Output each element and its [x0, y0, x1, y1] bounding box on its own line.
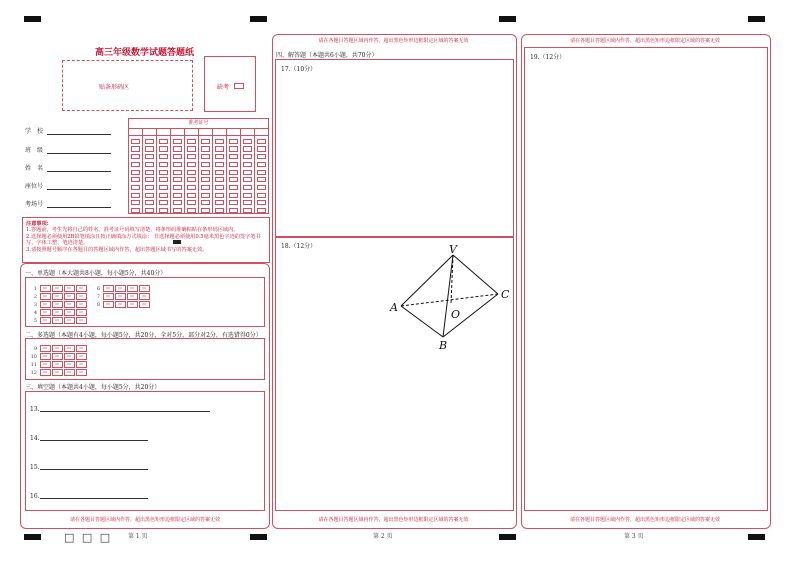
- exam-number-digit-box[interactable]: [143, 129, 156, 136]
- exam-number-bubble[interactable]: [201, 154, 210, 159]
- exam-number-bubble[interactable]: [215, 146, 224, 151]
- answer-bubble[interactable]: [40, 353, 51, 360]
- answer-bubble[interactable]: [127, 285, 138, 292]
- exam-number-bubble[interactable]: [145, 193, 154, 198]
- exam-number-bubble[interactable]: [229, 139, 238, 144]
- exam-number-bubble[interactable]: [243, 154, 252, 159]
- exam-number-bubble[interactable]: [201, 177, 210, 182]
- page1-footer-warning: 请在各题目答题区域内作答，超出黑色矩形边框限定区域的答案无效: [69, 517, 220, 523]
- exam-number-bubble[interactable]: [215, 200, 224, 205]
- exam-number-bubble[interactable]: [173, 139, 182, 144]
- choice-row: [30, 301, 88, 308]
- answer-bubble[interactable]: [103, 285, 114, 292]
- exam-number-label: 准考证号: [129, 119, 268, 129]
- pyramid-figure: [385, 243, 520, 353]
- answer-bubble[interactable]: [103, 301, 114, 308]
- exam-number-bubble[interactable]: [173, 146, 182, 151]
- exam-number-digit-box[interactable]: [241, 129, 254, 136]
- exam-number-bubble[interactable]: [173, 162, 182, 167]
- exam-number-bubble[interactable]: [201, 193, 210, 198]
- exam-number-bubble[interactable]: [257, 139, 266, 144]
- exam-number-bubble[interactable]: [215, 170, 224, 175]
- registration-mark: [499, 16, 516, 22]
- q17-answer-box[interactable]: [275, 59, 514, 238]
- exam-number-digit-box[interactable]: [213, 129, 226, 136]
- answer-bubble[interactable]: [139, 293, 150, 300]
- answer-bubble[interactable]: [115, 301, 126, 308]
- answer-bubble[interactable]: [115, 293, 126, 300]
- exam-number-bubble[interactable]: [159, 146, 168, 151]
- absent-checkbox[interactable]: [234, 83, 244, 89]
- choice-row: [30, 317, 88, 324]
- answer-bubble[interactable]: [52, 293, 63, 300]
- answer-bubble[interactable]: [64, 301, 75, 308]
- exam-number-bubble[interactable]: [145, 208, 154, 213]
- answer-bubble[interactable]: [76, 353, 87, 360]
- exam-number-bubble[interactable]: [187, 208, 196, 213]
- answer-bubble[interactable]: [139, 285, 150, 292]
- answer-bubble[interactable]: [52, 369, 63, 376]
- answer-bubble[interactable]: [127, 301, 138, 308]
- answer-bubble[interactable]: [40, 345, 51, 352]
- registration-mark: [250, 16, 267, 22]
- exam-number-bubble[interactable]: [257, 170, 266, 175]
- exam-number-bubble[interactable]: [145, 177, 154, 182]
- exam-number-digit-box[interactable]: [199, 129, 212, 136]
- page-title: 高三年级数学试题答题纸: [95, 48, 195, 58]
- exam-number-bubble[interactable]: [257, 162, 266, 167]
- exam-number-bubble[interactable]: [145, 162, 154, 167]
- note-item: 3.请按照题号顺序在各题目的答题区域内作答，超出答题区域书写的答案无效。: [26, 246, 208, 253]
- exam-number-column: [241, 129, 255, 213]
- answer-bubble[interactable]: [52, 353, 63, 360]
- page-number-1: 第 1 页: [128, 533, 148, 540]
- question-number: 2: [33, 293, 37, 300]
- exam-number-bubble[interactable]: [229, 177, 238, 182]
- exam-number-bubble[interactable]: [159, 170, 168, 175]
- exam-number-bubble[interactable]: [159, 208, 168, 213]
- field-label: 姓 名: [25, 165, 44, 172]
- answer-bubble[interactable]: [76, 301, 87, 308]
- page-number-2: 第 2 页: [373, 533, 393, 540]
- answer-bubble[interactable]: [76, 369, 87, 376]
- fill-blank-box: [25, 391, 265, 511]
- exam-number-bubble[interactable]: [145, 154, 154, 159]
- exam-number-columns: [129, 129, 268, 213]
- exam-number-bubble[interactable]: [159, 177, 168, 182]
- exam-number-bubble[interactable]: [145, 139, 154, 144]
- notes-text: [26, 221, 264, 253]
- answer-bubble[interactable]: [40, 317, 51, 324]
- exam-number-bubble[interactable]: [201, 200, 210, 205]
- name-input-line[interactable]: [47, 165, 111, 172]
- exam-number-bubble[interactable]: [243, 162, 252, 167]
- label-o: O: [451, 308, 461, 321]
- choice-row: [93, 301, 151, 308]
- answer-bubble[interactable]: [64, 317, 75, 324]
- answer-bubble[interactable]: [76, 293, 87, 300]
- exam-number-bubble[interactable]: [145, 146, 154, 151]
- answer-bubble[interactable]: [40, 369, 51, 376]
- answer-bubble[interactable]: [76, 317, 87, 324]
- field-label: 考场号: [25, 201, 44, 208]
- question-number: 12: [30, 369, 37, 376]
- label-b: B: [439, 339, 448, 352]
- exam-number-bubble[interactable]: [257, 200, 266, 205]
- exam-number-bubble[interactable]: [131, 193, 140, 198]
- question-number: 7: [96, 293, 100, 300]
- exam-number-bubble[interactable]: [243, 208, 252, 213]
- question-number: 9: [33, 345, 37, 352]
- exam-number-bubble[interactable]: [131, 200, 140, 205]
- exam-number-bubble[interactable]: [159, 154, 168, 159]
- exam-number-column: [255, 129, 268, 213]
- fill-number: 13.: [30, 406, 40, 413]
- bottom-boxes: □ □ □: [64, 531, 113, 544]
- exam-number-bubble[interactable]: [257, 208, 266, 213]
- field-seat: [25, 181, 111, 190]
- answer-bubble[interactable]: [76, 309, 87, 316]
- exam-number-bubble[interactable]: [201, 146, 210, 151]
- exam-number-bubble[interactable]: [201, 208, 210, 213]
- answer-bubble[interactable]: [52, 301, 63, 308]
- page3-footer-warning: 请在各题目答题区域内作答，超出黑色矩形边框限定区域的答案无效: [569, 517, 720, 523]
- question-number: 6: [96, 285, 100, 292]
- q18-label: 18.（12分）: [281, 243, 317, 250]
- answer-bubble[interactable]: [52, 285, 63, 292]
- answer-bubble[interactable]: [52, 345, 63, 352]
- exam-number-bubble[interactable]: [201, 185, 210, 190]
- exam-number-bubble[interactable]: [159, 193, 168, 198]
- exam-number-bubble[interactable]: [173, 208, 182, 213]
- question-number: 1: [33, 285, 37, 292]
- answer-bubble[interactable]: [64, 293, 75, 300]
- q17-label: 17.（10分）: [281, 66, 317, 73]
- answer-bubble[interactable]: [40, 293, 51, 300]
- answer-bubble[interactable]: [40, 309, 51, 316]
- exam-number-bubble[interactable]: [173, 200, 182, 205]
- exam-number-bubble[interactable]: [215, 193, 224, 198]
- fill-answer-line-14[interactable]: [40, 440, 148, 441]
- exam-number-bubble[interactable]: [243, 139, 252, 144]
- exam-number-bubble[interactable]: [173, 154, 182, 159]
- exam-number-bubble[interactable]: [229, 200, 238, 205]
- exam-number-bubble[interactable]: [159, 139, 168, 144]
- exam-number-bubble[interactable]: [243, 193, 252, 198]
- exam-number-bubble[interactable]: [229, 154, 238, 159]
- room-input-line[interactable]: [47, 201, 111, 208]
- exam-number-bubble[interactable]: [159, 162, 168, 167]
- exam-number-bubble[interactable]: [187, 154, 196, 159]
- fill-number: 14.: [30, 435, 40, 442]
- answer-bubble[interactable]: [64, 353, 75, 360]
- filled-bubble-sample: [173, 240, 181, 244]
- exam-number-digit-box[interactable]: [171, 129, 184, 136]
- choice-row: [30, 285, 88, 292]
- answer-bubble[interactable]: [103, 293, 114, 300]
- exam-number-bubble[interactable]: [159, 185, 168, 190]
- exam-number-bubble[interactable]: [187, 200, 196, 205]
- exam-number-bubble[interactable]: [201, 162, 210, 167]
- answer-bubble[interactable]: [64, 285, 75, 292]
- exam-number-bubble[interactable]: [145, 185, 154, 190]
- exam-number-bubble[interactable]: [257, 154, 266, 159]
- exam-number-column: [185, 129, 199, 213]
- registration-mark: [499, 534, 516, 540]
- exam-number-digit-box[interactable]: [157, 129, 170, 136]
- exam-number-column: [143, 129, 157, 213]
- choice-row: [93, 293, 151, 300]
- exam-number-bubble[interactable]: [131, 177, 140, 182]
- field-name: [25, 163, 111, 172]
- exam-number-bubble[interactable]: [187, 177, 196, 182]
- fill-number: 16.: [30, 493, 40, 500]
- choice-row: [93, 285, 151, 292]
- exam-number-bubble[interactable]: [243, 146, 252, 151]
- exam-number-bubble[interactable]: [173, 170, 182, 175]
- exam-number-bubble[interactable]: [131, 146, 140, 151]
- label-v: V: [449, 243, 457, 256]
- exam-number-column: [129, 129, 143, 213]
- answer-bubble[interactable]: [40, 301, 51, 308]
- answer-bubble[interactable]: [76, 345, 87, 352]
- exam-number-grid: [128, 118, 269, 214]
- answer-bubble[interactable]: [40, 361, 51, 368]
- registration-mark: [24, 16, 41, 22]
- answer-bubble[interactable]: [64, 345, 75, 352]
- exam-number-bubble[interactable]: [257, 193, 266, 198]
- answer-bubble[interactable]: [76, 361, 87, 368]
- choice-row: [30, 345, 88, 352]
- registration-mark: [24, 534, 41, 540]
- note-item: 1.答题前，考生先将自己的姓名、准考证号码填写清楚，将条形码准确粘贴在条形码区域内。: [26, 227, 239, 234]
- fill-blank-heading: 三、填空题（本题共4小题，每小题5分，共20分）: [25, 384, 161, 391]
- choice-row: [30, 293, 88, 300]
- multi-choice-heading: 二、多选题（本题有4小题，每小题5分，共20分，全对5分，部分对2分，有选错得0分）: [25, 332, 262, 339]
- solve-heading: 四、解答题（本题共6小题，共70分）: [276, 52, 378, 59]
- exam-number-bubble[interactable]: [243, 177, 252, 182]
- q19-answer-box[interactable]: [524, 47, 768, 511]
- question-number: 4: [33, 309, 37, 316]
- choice-row: [30, 361, 88, 368]
- exam-number-bubble[interactable]: [131, 139, 140, 144]
- exam-number-bubble[interactable]: [173, 193, 182, 198]
- question-number: 3: [33, 301, 37, 308]
- answer-bubble[interactable]: [64, 361, 75, 368]
- choice-row: [30, 353, 88, 360]
- answer-bubble[interactable]: [40, 285, 51, 292]
- exam-number-bubble[interactable]: [215, 139, 224, 144]
- exam-number-column: [213, 129, 227, 213]
- exam-number-digit-box[interactable]: [227, 129, 240, 136]
- exam-number-bubble[interactable]: [229, 193, 238, 198]
- label-a: A: [390, 301, 398, 314]
- answer-bubble[interactable]: [64, 369, 75, 376]
- exam-number-digit-box[interactable]: [255, 129, 268, 136]
- single-choice-heading: 一、单选题（本大题共8小题，每小题5分，共40分）: [25, 270, 167, 277]
- exam-number-column: [199, 129, 213, 213]
- answer-bubble[interactable]: [52, 309, 63, 316]
- exam-number-bubble[interactable]: [173, 185, 182, 190]
- label-c: C: [501, 288, 510, 301]
- exam-number-bubble[interactable]: [215, 162, 224, 167]
- exam-number-bubble[interactable]: [243, 200, 252, 205]
- page3-header-warning: 请在各题目答题区域内作答，超出黑色矩形边框限定区域的答案无效: [569, 38, 720, 44]
- school-input-line[interactable]: [47, 128, 111, 135]
- exam-number-bubble[interactable]: [201, 170, 210, 175]
- fill-answer-line-13[interactable]: [40, 411, 210, 412]
- absent-label: 缺考: [217, 84, 230, 91]
- seat-input-line[interactable]: [47, 183, 111, 190]
- field-room: [25, 199, 111, 208]
- question-number: 10: [30, 353, 37, 360]
- answer-bubble[interactable]: [64, 309, 75, 316]
- exam-number-bubble[interactable]: [173, 177, 182, 182]
- answer-bubble[interactable]: [139, 301, 150, 308]
- exam-number-bubble[interactable]: [131, 208, 140, 213]
- exam-number-column: [227, 129, 241, 213]
- edge-ab: [401, 306, 443, 337]
- exam-number-bubble[interactable]: [257, 146, 266, 151]
- exam-number-bubble[interactable]: [187, 162, 196, 167]
- q19-label: 19.（12分）: [530, 54, 566, 61]
- exam-number-bubble[interactable]: [215, 208, 224, 213]
- question-number: 11: [30, 361, 37, 368]
- choice-row: [30, 309, 88, 316]
- exam-number-bubble[interactable]: [187, 170, 196, 175]
- exam-number-bubble[interactable]: [229, 185, 238, 190]
- answer-bubble[interactable]: [76, 285, 87, 292]
- registration-mark: [748, 16, 765, 22]
- exam-number-bubble[interactable]: [131, 154, 140, 159]
- field-school: [25, 126, 111, 135]
- exam-number-bubble[interactable]: [187, 139, 196, 144]
- exam-number-bubble[interactable]: [215, 154, 224, 159]
- exam-number-bubble[interactable]: [215, 185, 224, 190]
- question-number: 5: [33, 317, 37, 324]
- exam-number-bubble[interactable]: [243, 185, 252, 190]
- answer-bubble[interactable]: [115, 285, 126, 292]
- registration-mark: [748, 534, 765, 540]
- exam-number-bubble[interactable]: [187, 193, 196, 198]
- class-input-line[interactable]: [47, 147, 111, 154]
- exam-number-bubble[interactable]: [131, 185, 140, 190]
- choice-row: [30, 369, 88, 376]
- exam-number-bubble[interactable]: [187, 185, 196, 190]
- exam-number-bubble[interactable]: [257, 177, 266, 182]
- answer-bubble[interactable]: [52, 361, 63, 368]
- field-label: 班 级: [25, 147, 44, 154]
- exam-number-bubble[interactable]: [243, 170, 252, 175]
- field-class: [25, 145, 111, 154]
- exam-number-column: [157, 129, 171, 213]
- field-label: 学 校: [25, 128, 44, 135]
- field-label: 座位号: [25, 183, 44, 190]
- exam-number-bubble[interactable]: [145, 170, 154, 175]
- note-item: 2.选择题必须使用2B铅笔填涂且按正确填涂方式填涂： 非选择题必须使用0.5毫米黑色字迹的签字笔书写，字体工整、笔迹清楚。: [26, 233, 261, 247]
- exam-number-bubble[interactable]: [257, 185, 266, 190]
- notes-box: [22, 217, 270, 263]
- fill-number: 15.: [30, 464, 40, 471]
- edge-ac-hidden: [401, 294, 498, 306]
- notes-heading: 注意事项:: [26, 221, 49, 227]
- fill-answer-line-15[interactable]: [40, 469, 148, 470]
- exam-number-bubble[interactable]: [131, 162, 140, 167]
- exam-number-digit-box[interactable]: [185, 129, 198, 136]
- exam-number-bubble[interactable]: [159, 200, 168, 205]
- exam-number-bubble[interactable]: [215, 177, 224, 182]
- exam-number-bubble[interactable]: [229, 208, 238, 213]
- exam-number-bubble[interactable]: [229, 146, 238, 151]
- answer-bubble[interactable]: [52, 317, 63, 324]
- exam-number-bubble[interactable]: [201, 139, 210, 144]
- absent-box: [204, 56, 256, 112]
- exam-number-bubble[interactable]: [145, 200, 154, 205]
- registration-mark: [250, 534, 267, 540]
- barcode-label: 贴条形码区: [99, 84, 130, 91]
- exam-number-bubble[interactable]: [229, 170, 238, 175]
- page2-footer-warning: 请在各题目答题区域内作答，超出黑色矩形边框限定区域的答案无效: [318, 517, 469, 523]
- exam-number-digit-box[interactable]: [129, 129, 142, 136]
- page-number-3: 第 3 页: [624, 533, 644, 540]
- exam-number-bubble[interactable]: [229, 162, 238, 167]
- edge-va: [401, 255, 453, 306]
- barcode-area: [62, 60, 193, 111]
- page2-header-warning: 请在各题目答题区域内作答，超出黑色矩形边框限定区域的答案无效: [318, 38, 469, 44]
- answer-bubble[interactable]: [127, 293, 138, 300]
- exam-number-bubble[interactable]: [131, 170, 140, 175]
- fill-answer-line-16[interactable]: [40, 498, 148, 499]
- exam-number-bubble[interactable]: [187, 146, 196, 151]
- exam-number-column: [171, 129, 185, 213]
- edge-vc: [453, 255, 498, 294]
- question-number: 8: [96, 301, 100, 308]
